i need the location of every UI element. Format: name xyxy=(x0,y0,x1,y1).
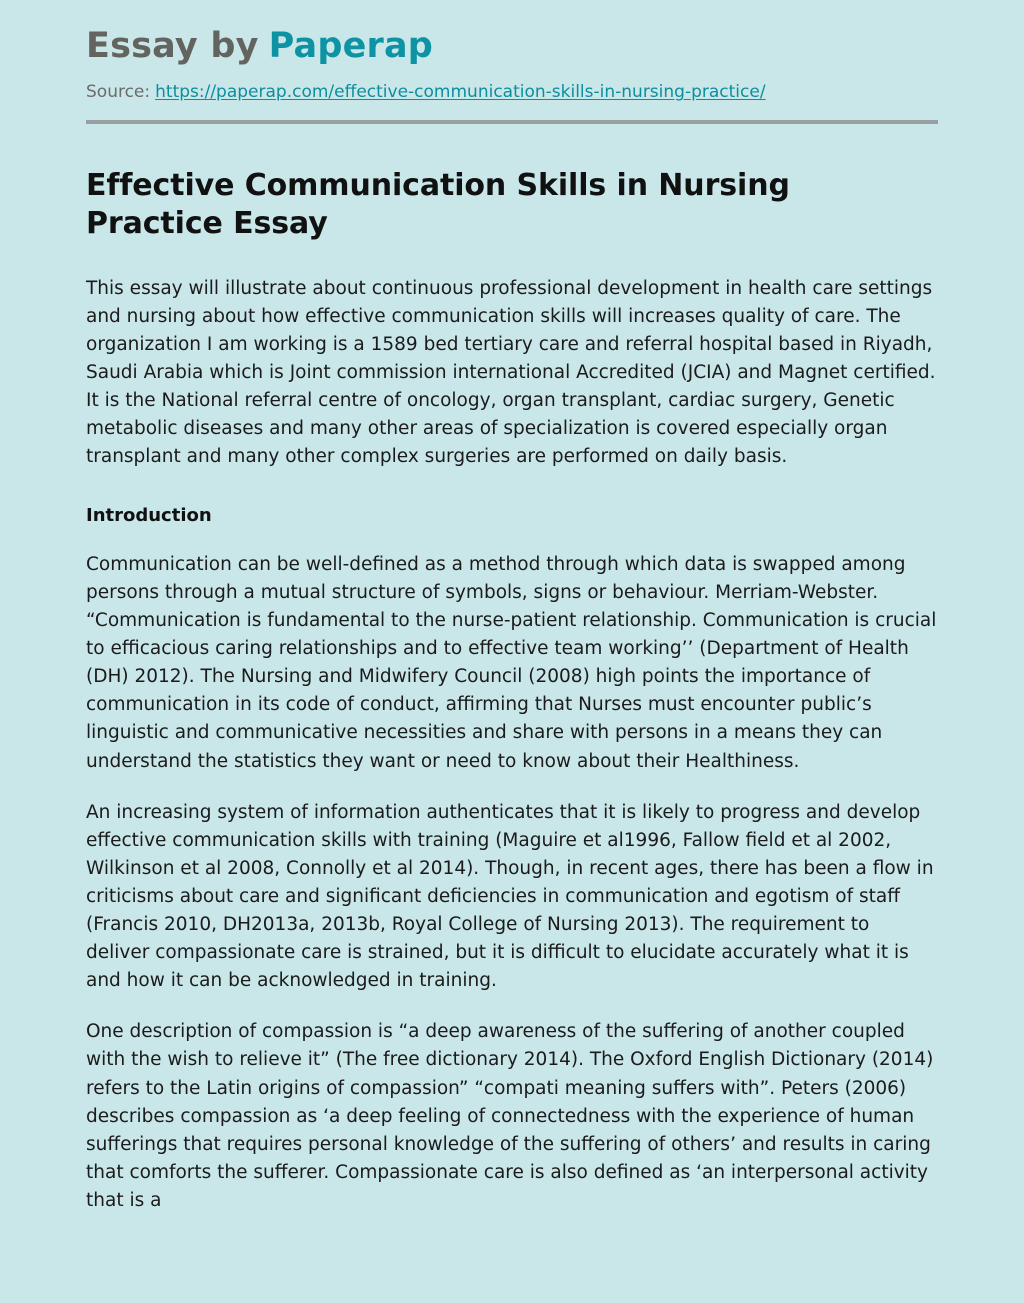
site-header xyxy=(0,0,1024,103)
body-paragraph-3: One description of compassion is “a deep awareness of the suffering of another coupled with the wish to relieve it” (The free dictionary 2014). The Oxford English Dictionary (2014) refers to the Latin origins of compassion” “compati meaning suffers with”. Peters (2006) describes compassion as ‘a deep feeling of connectedness with the experience of human sufferings that requires personal knowledge of the suffering of others’ and results in caring that comforts the sufferer. Compassionate care is also defined as ‘an interpersonal activity that is a xyxy=(86,1021,934,1212)
section-heading-introduction: Introduction xyxy=(86,505,212,527)
brand-prefix: Essay by xyxy=(86,26,259,66)
source-line xyxy=(86,81,938,103)
body-paragraph-1: Communication can be well-defined as a method through which data is swapped among persons through a mutual structure of symbols, signs or behaviour. Merriam-Webster. “Communication is fundamental to the nurse-patient relationship. Communication is crucial to efficacious caring relationships and to effective team working’’ (Department of Health (DH) 2012). The Nursing and Midwifery Council (2008) high points the importance of communication in its code of conduct, affirming that Nurses must encounter public’s linguistic and communicative necessities and share with persons in a means they can understand the statistics they want or need to know about their Healthiness. xyxy=(86,553,937,772)
brand-name: Paperap xyxy=(268,26,434,66)
source-url-link[interactable]: https://paperap.com/effective-communication-skills-in-nursing-practice/ xyxy=(155,82,766,103)
source-label: Source: xyxy=(86,82,151,103)
page-title: Effective Communication Skills in Nursing Practice Essay xyxy=(86,168,790,242)
body-paragraph-2: An increasing system of information authenticates that it is likely to progress and develop effective communication skills with training (Maguire et al1996, Fallow field et al 2002, Wilkinson et al 2008, Connolly et al 2014). Though, in recent ages, there has been a flow in criticisms about care and significant deficiencies in communication and egotism of staff (Francis 2010, DH2013a, 2013b, Royal College of Nursing 2013). The requirement to deliver compassionate care is strained, but it is difficult to elucidate accurately what it is and how it can be acknowledged in training. xyxy=(86,801,934,992)
intro-paragraph: This essay will illustrate about continuous professional development in health care settings and nursing about how effective communication skills will increases quality of care. The organization I am working is a 1589 bed tertiary care and referral hospital based in Riyadh, Saudi Arabia which is Joint commission international Accredited (JCIA) and Magnet certified. It is the National referral centre of oncology, organ transplant, cardiac surgery, Genetic metabolic diseases and many other areas of specialization is covered especially organ transplant and many other complex surgeries are performed on daily basis. xyxy=(86,277,936,468)
brand-title xyxy=(86,26,938,67)
article-body xyxy=(0,124,1024,1215)
